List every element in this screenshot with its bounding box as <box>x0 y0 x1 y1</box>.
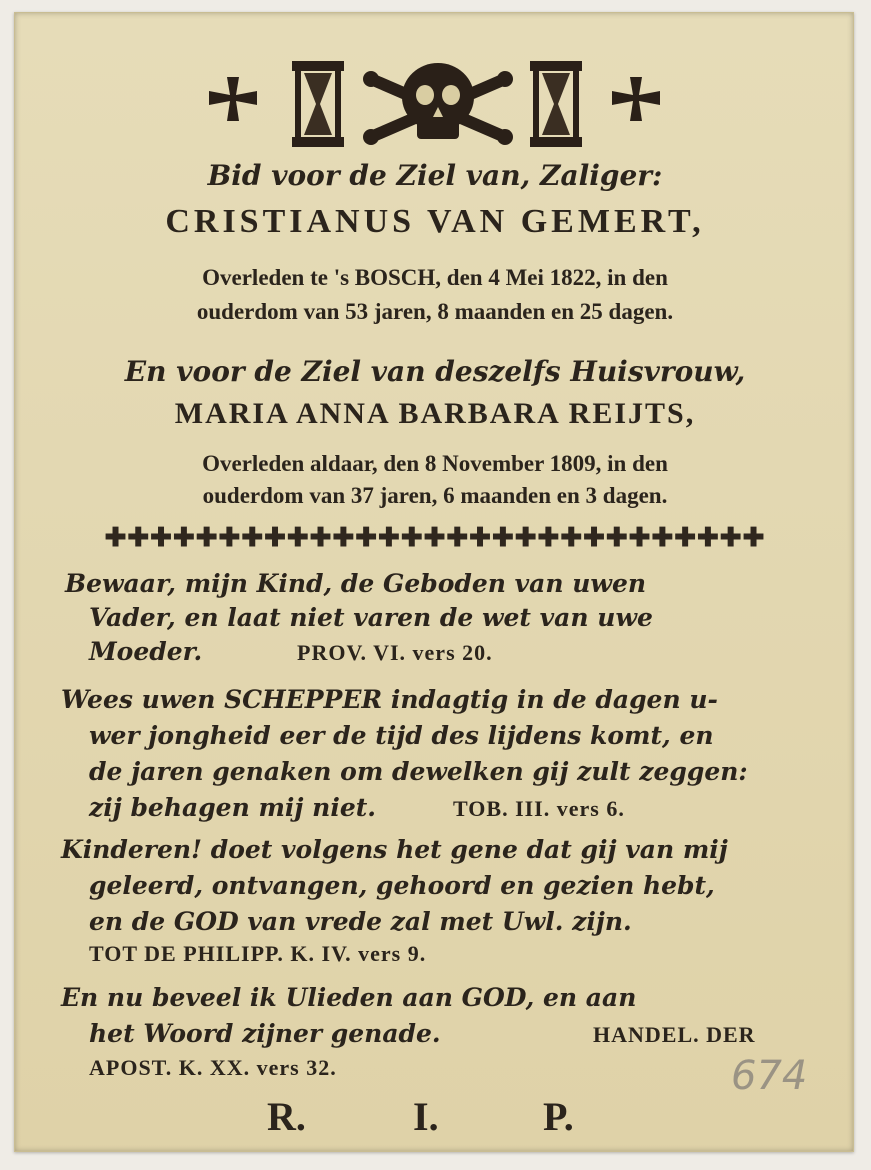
ornamental-divider: ✚✚✚✚✚✚✚✚✚✚✚✚✚✚✚✚✚✚✚✚✚✚✚✚✚✚✚✚✚ <box>104 523 766 553</box>
invocation-spouse: En voor de Ziel van deszelfs Huisvrouw, <box>124 355 746 388</box>
verse-3-reference: TOT DE PHILIPP. K. IV. vers 9. <box>89 941 427 966</box>
verse-2-reference: TOB. III. vers 6. <box>453 796 625 821</box>
death-details-spouse-line2: ouderdom van 37 jaren, 6 maanden en 3 dagen. <box>202 483 668 508</box>
verse-4-line-1: En nu beveel ik Ulieden aan GOD, en aan <box>61 983 637 1012</box>
hourglass-icon <box>530 61 582 147</box>
verse-3-line-3: en de GOD van vrede zal met Uwl. zijn. <box>89 907 632 936</box>
handwritten-number: 674 <box>731 1053 808 1099</box>
verse-1-line-1: Bewaar, mijn Kind, de Geboden van uwen <box>65 569 647 598</box>
rip-r: R. <box>267 1094 306 1139</box>
deceased-name-spouse: MARIA ANNA BARBARA REIJTS, <box>174 397 696 430</box>
death-details-first-line2: ouderdom van 53 jaren, 8 maanden en 25 dagen. <box>196 299 674 324</box>
verse-4-reference-cont: APOST. K. XX. vers 32. <box>89 1055 337 1080</box>
invocation-first: Bid voor de Ziel van, Zaliger: <box>207 159 663 192</box>
verse-2-line-2: wer jongheid eer de tijd des lijdens komt, en <box>89 721 714 750</box>
death-details-spouse-line1: Overleden aldaar, den 8 November 1809, in den <box>202 451 668 476</box>
ornament-row <box>200 55 670 150</box>
verse-1-line-3: Moeder. <box>89 637 203 666</box>
rip-i: I. <box>413 1094 439 1139</box>
skull-crossbones-icon <box>363 63 513 145</box>
death-details-first-line1: Overleden te 's BOSCH, den 4 Mei 1822, in den <box>202 265 668 290</box>
cross-patee-icon <box>209 77 257 121</box>
verse-4-reference: HANDEL. DER <box>593 1022 756 1047</box>
verse-2-line-4: zij behagen mij niet. <box>89 793 376 822</box>
verse-3-line-2: geleerd, ontvangen, gehoord en gezien hebt, <box>89 871 715 900</box>
rip-p: P. <box>543 1094 574 1139</box>
verse-2-line-3: de jaren genaken om dewelken gij zult zeggen: <box>89 757 748 786</box>
verse-1-reference: PROV. VI. vers 20. <box>297 640 493 665</box>
cross-patee-icon <box>612 77 660 121</box>
deceased-name-first: CRISTIANUS VAN GEMERT, <box>165 203 705 240</box>
memorial-card <box>14 12 854 1152</box>
verse-4-line-2: het Woord zijner genade. <box>89 1019 441 1048</box>
verse-3-line-1: Kinderen! doet volgens het gene dat gij van mij <box>61 835 728 864</box>
verse-1-line-2: Vader, en laat niet varen de wet van uwe <box>89 603 653 632</box>
verse-2-line-1: Wees uwen SCHEPPER indagtig in de dagen u- <box>61 685 718 714</box>
hourglass-icon <box>292 61 344 147</box>
